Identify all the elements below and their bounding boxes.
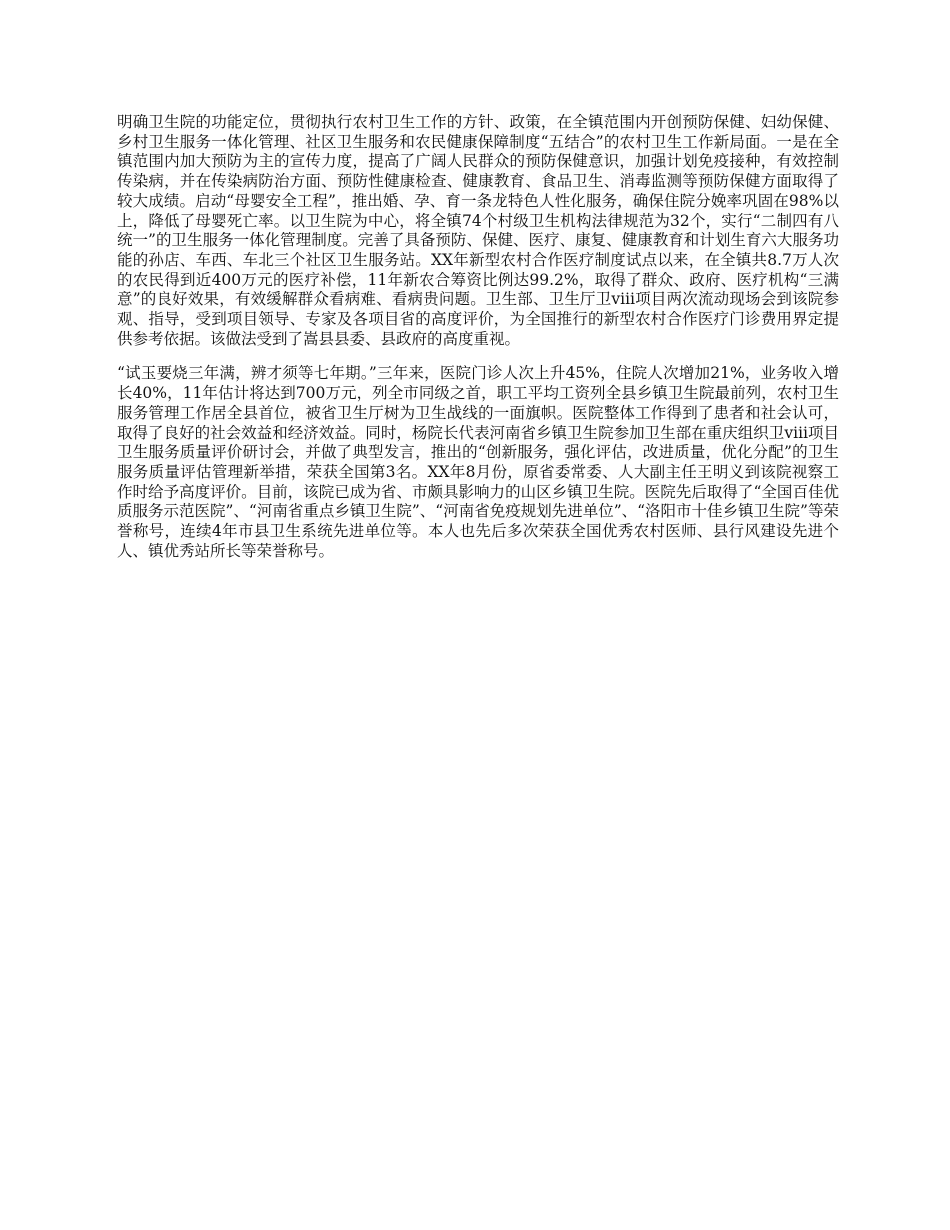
paragraph-1: 明确卫生院的功能定位，贯彻执行农村卫生工作的方针、政策，在全镇范围内开创预防保健、妇幼保健、乡村卫生服务一体化管理、社区卫生服务和农民健康保障制度“五结合”的农村卫生工作新局面。一是在全镇范围内加大预防为主的宣传力度，提高了广阔人民群众的预防保健意识，加强计划免疫接种，有效控制传染病，并在传染病防治方面、预防性健康检查、健康教育、食品卫生、消毒监测等预防保健方面取得了较大成绩。启动“母婴安全工程”，推出婚、孕、育一条龙特色人性化服务，确保住院分娩率巩固在98%以上，降低了母婴死亡率。以卫生院为中心，将全镇74个村级卫生机构法律规范为32个，实行“二制四有八统一”的卫生服务一体化管理制度。完善了具备预防、保健、医疗、康复、健康教育和计划生育六大服务功能的孙店、车西、车北三个社区卫生服务站。XX年新型农村合作医疗制度试点以来，在全镇共8.7万人次的农民得到近400万元的医疗补偿，11年新农合筹资比例达99.2%，取得了群众、政府、医疗机构“三满意”的良好效果，有效缓解群众看病难、看病贵问题。卫生部、卫生厅卫ⅷ项目两次流动现场会到该院参观、指导，受到项目领导、专家及各项目省的高度评价，为全国推行的新型农村合作医疗门诊费用界定提供参考依据。该做法受到了嵩县县委、县政府的高度重视。 bbox=[117, 113, 839, 348]
paragraph-2: “试玉要烧三年满，辨才须等七年期。”三年来，医院门诊人次上升45%，住院人次增加21%，业务收入增长40%，11年估计将达到700万元，列全市同级之首，职工平均工资列全县乡镇卫生院最前列，农村卫生服务管理工作居全县首位，被省卫生厅树为卫生战线的一面旗帜。医院整体工作得到了患者和社会认可，取得了良好的社会效益和经济效益。同时，杨院长代表河南省乡镇卫生院参加卫生部在重庆组织卫ⅷ项目卫生服务质量评价研讨会，并做了典型发言，推出的“创新服务，强化评估，改进质量，优化分配”的卫生服务质量评估管理新举措，荣获全国第3名。XX年8月份，原省委常委、人大副主任王明义到该院视察工作时给予高度评价。目前，该院已成为省、市颇具影响力的山区乡镇卫生院。医院先后取得了“全国百佳优质服务示范医院”、“河南省重点乡镇卫生院”、“河南省免疫规划先进单位”、“洛阳市十佳乡镇卫生院”等荣誉称号，连续4年市县卫生系统先进单位等。本人也先后多次荣获全国优秀农村医师、县行风建设先进个人、镇优秀站所长等荣誉称号。 bbox=[117, 364, 839, 560]
document-body bbox=[117, 113, 839, 576]
